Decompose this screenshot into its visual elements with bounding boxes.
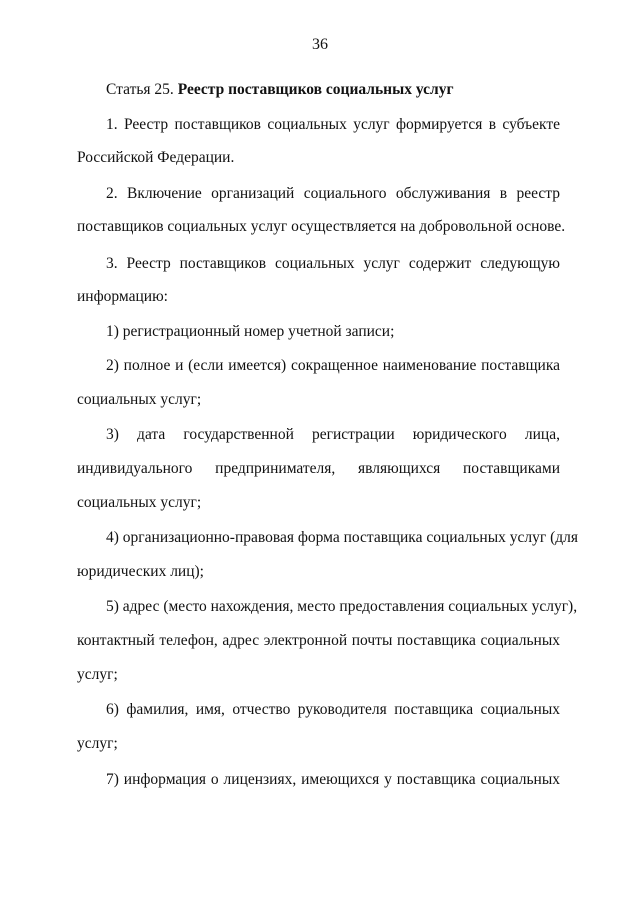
- paragraph-line: 1. Реестр поставщиков социальных услуг формируется в субъекте: [106, 116, 560, 133]
- list-item-line: услуг;: [77, 735, 118, 752]
- list-item-line: услуг;: [77, 666, 118, 683]
- article-title: Реестр поставщиков социальных услуг: [177, 81, 454, 98]
- list-item-line: социальных услуг;: [77, 391, 202, 408]
- list-item-line: контактный телефон, адрес электронной почты поставщика социальных: [77, 632, 560, 649]
- paragraph-line: информацию:: [77, 288, 168, 305]
- article-heading: [106, 80, 560, 100]
- page-number: 36: [312, 36, 328, 53]
- list-item-line: 4) организационно-правовая форма поставщика социальных услуг (для: [106, 529, 578, 546]
- paragraph-line: поставщиков социальных услуг осуществляется на добровольной основе.: [77, 218, 566, 235]
- list-item-line: 5) адрес (место нахождения, место предоставления социальных услуг),: [106, 598, 578, 615]
- paragraph-line: Российской Федерации.: [77, 149, 235, 166]
- list-item-line: 3) дата государственной регистрации юридического лица,: [106, 426, 560, 443]
- paragraph-line: 3. Реестр поставщиков социальных услуг содержит следующую: [106, 255, 560, 272]
- list-item-line: 2) полное и (если имеется) сокращенное наименование поставщика: [106, 357, 560, 374]
- paragraph-line: 2. Включение организаций социального обслуживания в реестр: [106, 185, 560, 202]
- list-item-line: социальных услуг;: [77, 494, 202, 511]
- list-item-line: 1) регистрационный номер учетной записи;: [106, 323, 395, 340]
- list-item-line: 7) информация о лицензиях, имеющихся у поставщика социальных: [106, 771, 560, 788]
- article-prefix: Статья 25.: [106, 81, 178, 98]
- list-item-line: 6) фамилия, имя, отчество руководителя поставщика социальных: [106, 701, 560, 718]
- list-item-line: юридических лиц);: [77, 563, 204, 580]
- list-item-line: индивидуального предпринимателя, являющихся поставщиками: [77, 460, 560, 477]
